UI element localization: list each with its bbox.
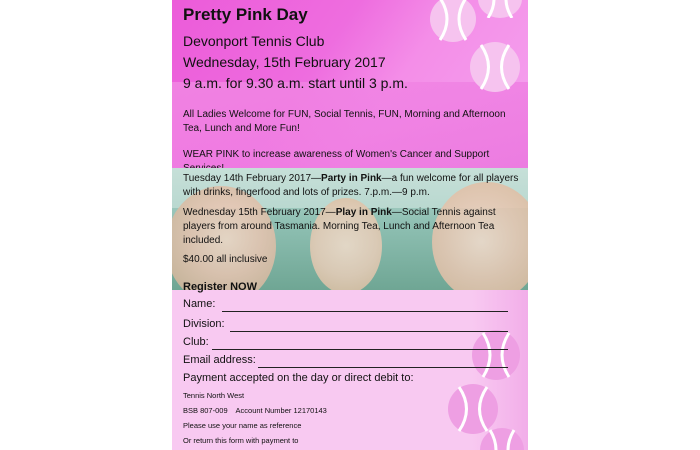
bank-name: Tennis North West	[183, 391, 245, 400]
page-title: Pretty Pink Day	[183, 5, 308, 24]
email-field[interactable]	[258, 367, 508, 368]
reference-text: Please use your name as reference	[183, 421, 302, 430]
wear-pink-text: WEAR PINK to increase awareness of Women's Cancer and Support	[183, 149, 490, 160]
tennis-ball-icon	[430, 0, 476, 42]
club-field[interactable]	[212, 349, 508, 350]
register-heading: Register NOW	[183, 281, 257, 293]
name-label: Name:	[183, 298, 216, 310]
intro-text: All Ladies Welcome for FUN, Social Tennis, FUN, Morning and Afternoon Tea, Lunch and More Fun!	[183, 109, 506, 134]
return-text: Or return this form with payment to	[183, 436, 299, 445]
club-label: Club:	[183, 336, 209, 348]
division-label: Division:	[183, 318, 225, 330]
tennis-ball-icon	[448, 384, 498, 434]
event-time: 9 a.m. for 9.30 a.m. start until 3 p.m.	[183, 75, 408, 91]
tennis-ball-icon	[472, 330, 520, 380]
name-field[interactable]	[222, 311, 508, 312]
price-text: $40.00 all inclusive	[183, 254, 268, 265]
flyer	[172, 0, 528, 450]
tennis-ball-icon	[480, 428, 524, 450]
club-name: Devonport Tennis Club	[183, 33, 325, 49]
division-field[interactable]	[230, 331, 508, 332]
payment-text: Payment accepted on the day or direct debit to:	[183, 372, 414, 384]
event-play-in-pink: Wednesday 15th February 2017—Play in Pink—Social Tennis against players from around Tasmania. Morning Tea, Lunch and Afternoon Tea included.	[183, 207, 496, 246]
event-party-in-pink: Tuesday 14th February 2017—Party in Pink—a fun welcome for all players with drinks, fingerfood and lots of prizes. 7.p.m.—9 p.m.	[183, 173, 519, 198]
tennis-ball-icon	[470, 42, 520, 92]
bank-details: BSB 807-009 Account Number 12170143	[183, 406, 327, 415]
email-label: Email address:	[183, 354, 256, 366]
event-date: Wednesday, 15th February 2017	[183, 54, 386, 70]
tennis-ball-icon	[478, 0, 522, 18]
